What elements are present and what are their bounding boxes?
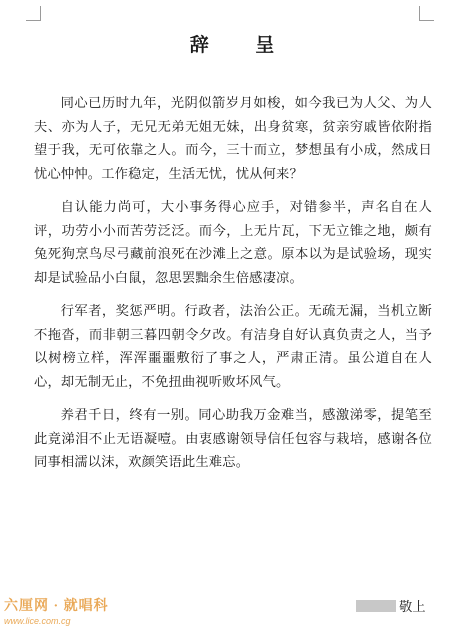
watermark-title: 六厘网 · 就唱科 — [4, 599, 109, 614]
page-corner-mark-right — [419, 6, 434, 21]
paragraph-3: 行军者，奖惩严明。行政者，法治公正。无疏无漏，当机立断不拖沓，而非朝三暮四朝令夕改。有洁身自好认真负责之人，当予以树榜立样，浑浑噩噩敷衍了事之人，严肃正清。虽公道自在人心，却无制无止，不免扭曲视听败坏风气。 — [34, 304, 432, 390]
paragraph-1: 同心已历时九年，光阴似箭岁月如梭，如今我已为人父、为人夫、亦为人子，无兄无弟无姐无妹，出身贫寒，贫亲穷戚皆依附指望于我，无可依靠之人。而今，三十而立，梦想虽有小成，然成日忧心忡忡。工作稳定，生活无忧，忧从何来？ — [34, 96, 432, 182]
signature-text: 敬上 — [399, 600, 426, 615]
redacted-name — [356, 600, 396, 612]
document-title: 辞 呈 — [189, 34, 295, 56]
watermark — [4, 600, 134, 628]
page-corner-mark-left — [26, 6, 41, 21]
paragraph-2: 自认能力尚可，大小事务得心应手，对错参半，声名自在人评，功劳小小而苦劳泛泛。而今，上无片瓦，下无立锥之地，颇有兔死狗烹鸟尽弓藏前浪死在沙滩上之意。原本以为是试验场，现实却是试验品小白鼠，忽思罢黜余生倍感凄凉。 — [34, 200, 432, 286]
document-body — [34, 92, 432, 485]
watermark-url: www.lice.com.cg — [4, 616, 71, 626]
signature — [356, 596, 426, 615]
paragraph-4: 养君千日，终有一别。同心助我万金难当，感激涕零，提笔至此竟涕泪不止无语凝噎。由衷感谢领导信任包容与栽培，感谢各位同事相濡以沫，欢颜笑语此生难忘。 — [34, 408, 432, 470]
